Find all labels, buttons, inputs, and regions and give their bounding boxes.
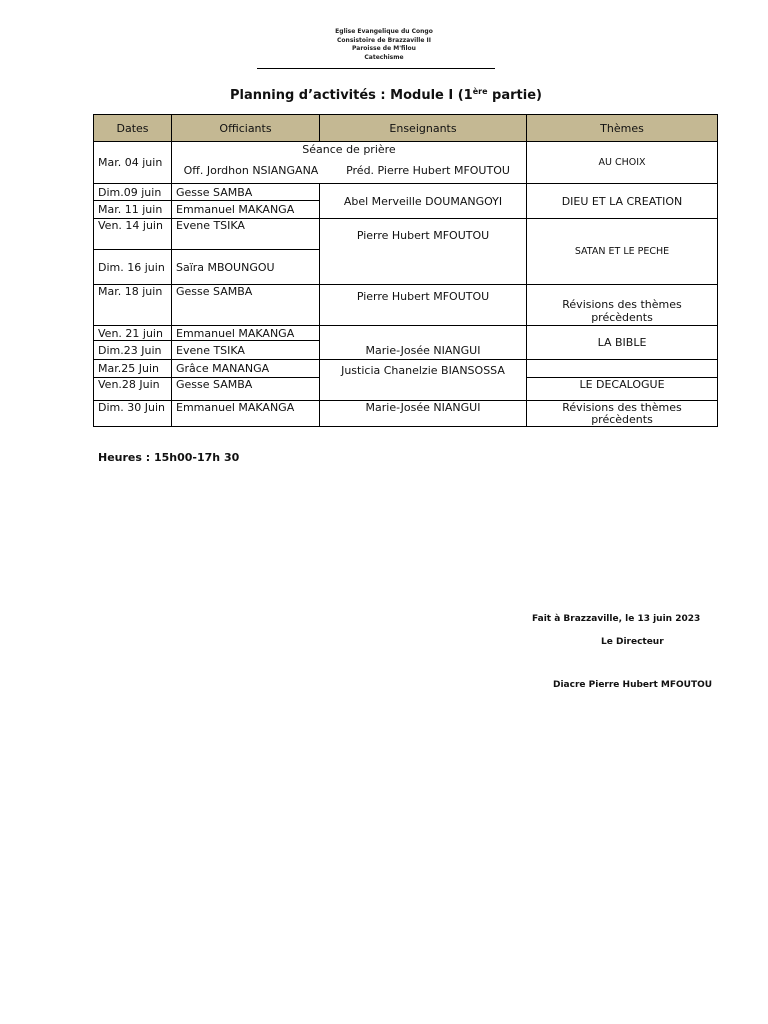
column-header-themes: Thèmes: [527, 115, 718, 142]
date-cell: Dim.23 Juin: [94, 341, 172, 360]
signature-name: Diacre Pierre Hubert MFOUTOU: [553, 680, 713, 690]
theme-cell: LA BIBLE: [527, 326, 718, 360]
header-divider: [257, 68, 495, 69]
header-church: Eglise Evangelique du Congo: [335, 28, 433, 35]
enseignant-cell: Justicia Chanelzie BIANSOSSA: [320, 360, 527, 401]
enseignant-cell: Abel Merveille DOUMANGOYI: [320, 184, 527, 219]
table-row: [94, 285, 718, 326]
officiant-cell: Grâce MANANGA: [172, 360, 320, 378]
theme-cell: Révisions des thèmes précèdents: [527, 285, 718, 326]
document-header: [0, 28, 768, 62]
officiant-cell: Evene TSIKA: [172, 341, 320, 360]
header-catechism: Catechisme: [364, 53, 404, 61]
enseignant-cell: Marie-Josée NIANGUI: [320, 401, 527, 427]
column-header-enseignants: Enseignants: [320, 115, 527, 142]
enseignant-cell: Marie-Josée NIANGUI: [320, 326, 527, 360]
header-consistory: Consistoire de Brazzaville II: [337, 36, 431, 44]
date-cell: Dim. 16 juin: [94, 250, 172, 285]
table-header-row: [94, 115, 718, 142]
officiant-cell: Emmanuel MAKANGA: [172, 401, 320, 427]
theme-cell: AU CHOIX: [527, 142, 718, 184]
officiant-cell: Evene TSIKA: [172, 219, 320, 250]
officiant-cell: Gesse SAMBA: [172, 285, 320, 326]
title-end: partie): [487, 88, 542, 103]
date-cell: Dim.09 juin: [94, 184, 172, 201]
header-parish: Paroisse de M'filou: [352, 45, 416, 52]
signature-place-date: Fait à Brazzaville, le 13 juin 2023: [532, 614, 701, 624]
officiant-name: Off. Jordhon NSIANGANA: [183, 164, 319, 177]
prayer-session-cell: [172, 142, 527, 184]
theme-cell: [527, 360, 718, 378]
theme-cell: LE DECALOGUE: [527, 378, 718, 401]
table-row: [94, 326, 718, 341]
table-row: [94, 184, 718, 201]
session-hours: Heures : 15h00-17h 30: [98, 451, 240, 464]
prayer-session-label: Séance de prière: [302, 143, 396, 156]
theme-cell: DIEU ET LA CREATION: [527, 184, 718, 219]
enseignant-cell: Pierre Hubert MFOUTOU: [320, 285, 527, 326]
date-cell: Mar. 18 juin: [94, 285, 172, 326]
enseignant-name: Préd. Pierre Hubert MFOUTOU: [346, 164, 510, 177]
title-superscript: ère: [472, 87, 488, 96]
theme-cell: Révisions des thèmes précèdents: [527, 401, 718, 427]
date-cell: Dim. 30 Juin: [94, 401, 172, 427]
date-cell: Ven.28 Juin: [94, 378, 172, 401]
signature-role: Le Directeur: [601, 637, 664, 647]
date-cell: Mar. 11 juin: [94, 201, 172, 219]
date-cell: Ven. 21 juin: [94, 326, 172, 341]
theme-cell: SATAN ET LE PECHE: [527, 219, 718, 285]
table-row: [94, 360, 718, 378]
schedule-table: [93, 114, 718, 427]
column-header-officiants: Officiants: [172, 115, 320, 142]
officiant-cell: Emmanuel MAKANGA: [172, 326, 320, 341]
date-cell: Ven. 14 juin: [94, 219, 172, 250]
table-row: [94, 401, 718, 427]
officiant-cell: Emmanuel MAKANGA: [172, 201, 320, 219]
title-main: Planning d’activités : Module I (1: [230, 88, 473, 103]
officiant-cell: Gesse SAMBA: [172, 184, 320, 201]
enseignant-cell: Pierre Hubert MFOUTOU: [320, 219, 527, 285]
page-title: [0, 87, 768, 103]
date-cell: Mar. 04 juin: [94, 142, 172, 184]
table-row: [94, 142, 718, 184]
table-row: [94, 219, 718, 250]
officiant-cell: Saïra MBOUNGOU: [172, 250, 320, 285]
officiant-cell: Gesse SAMBA: [172, 378, 320, 401]
column-header-dates: Dates: [94, 115, 172, 142]
date-cell: Mar.25 Juin: [94, 360, 172, 378]
